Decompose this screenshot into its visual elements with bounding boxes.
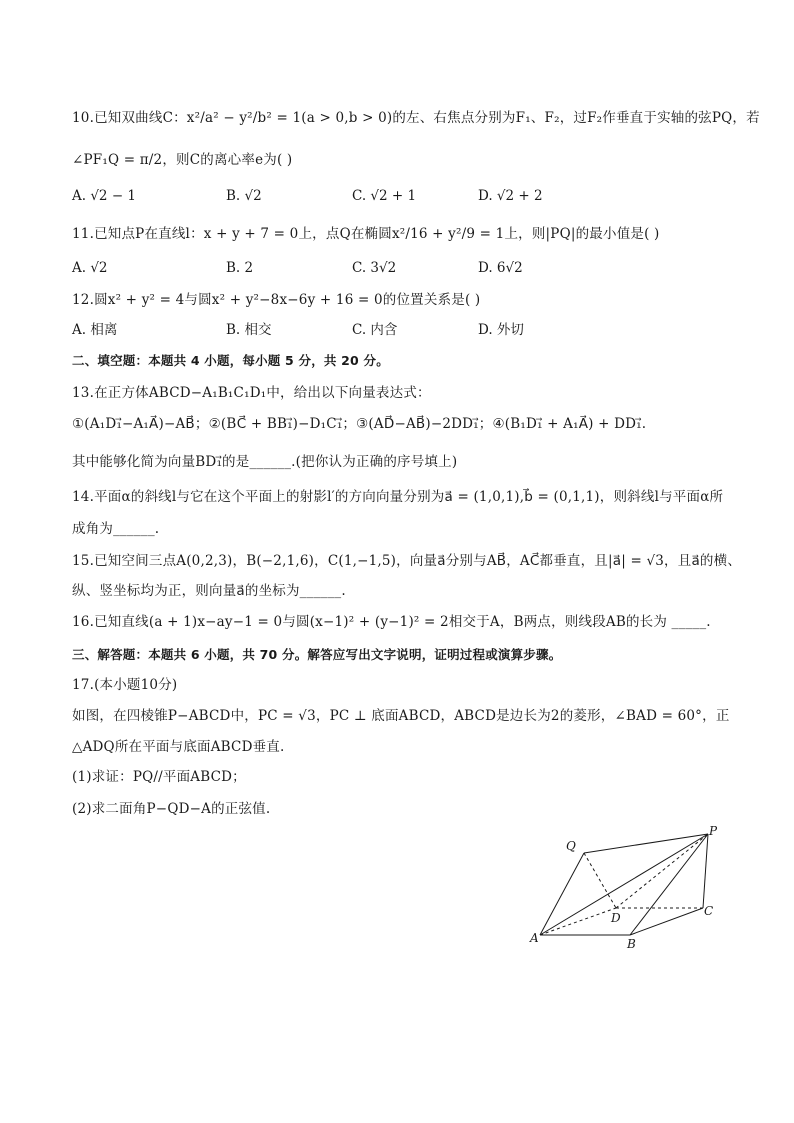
q17-part-2: (2)求二面角P−QD−A的正弦值. [72,801,271,817]
q12-option-d: D. 外切 [478,322,524,338]
edge-QP [584,834,708,853]
q12-option-c: C. 内含 [352,322,398,338]
label-D: D [611,911,621,925]
edge-QD-hidden [584,853,616,908]
q11-option-d: D. 6√2 [478,260,523,276]
q14-stem: 14.平面α的斜线l与它在这个平面上的射影l′的方向向量分别为a⃗ = (1,0,1),b⃗ = (0,1,1)，则斜线l与平面α所 [72,489,724,505]
q17-stem: 如图，在四棱锥P−ABCD中，PC = √3，PC ⊥ 底面ABCD，ABCD是边长为2的菱形，∠BAD = 60°，正 [72,708,730,724]
q15-stem-cont: 纵、竖坐标均为正，则向量a⃗的坐标为______. [72,583,346,599]
q16-stem: 16.已知直线(a + 1)x−ay−1 = 0与圆(x−1)² + (y−1)² = 2相交于A，B两点，则线段AB的长为 _____. [72,614,711,630]
q11-option-b: B. 2 [226,260,254,276]
q12-option-b: B. 相交 [226,322,272,338]
q13-stem: 13.在正方体ABCD−A₁B₁C₁D₁中，给出以下向量表达式： [72,385,431,401]
q12-stem: 12.圆x² + y² = 4与圆x² + y²−8x−6y + 16 = 0的位置关系是( ) [72,292,481,308]
q10-option-c: C. √2 + 1 [352,188,417,204]
section-solve-heading: 三、解答题：本题共 6 小题，共 70 分。解答应写出文字说明，证明过程或演算步骤。 [72,647,562,662]
q15-stem: 15.已知空间三点A(0,2,3)，B(−2,1,6)，C(1,−1,5)，向量a⃗分别与AB⃗，AC⃗都垂直，且|a⃗| = √3，且a⃗的横、 [72,553,742,569]
edge-QA [540,853,584,935]
q11-option-c: C. 3√2 [352,260,397,276]
section-fill-in-heading: 二、填空题：本题共 4 小题，每小题 5 分，共 20 分。 [72,353,389,368]
q11-stem: 11.已知点P在直线l：x + y + 7 = 0上，点Q在椭圆x²/16 + y²/9 = 1上，则|PQ|的最小值是( ) [72,226,660,242]
q13-question: 其中能够化简为向量BD₁⃗的是______.(把你认为正确的序号填上) [72,454,458,470]
label-P: P [709,824,718,838]
q11-option-a: A. √2 [72,260,108,276]
edge-CP [703,834,708,908]
q10-option-a: A. √2 − 1 [72,188,137,204]
q13-expressions: ①(A₁D₁⃗−A₁A⃗)−AB⃗；②(BC⃗ + BB₁⃗)−D₁C₁⃗；③(AD⃗−AB⃗)−2DD₁⃗；④(B₁D₁⃗ + A₁A⃗) + DD₁⃗. [72,416,647,432]
edge-BP [630,834,708,935]
pyramid-figure [528,820,728,960]
label-A: A [530,931,539,945]
label-B: B [627,937,636,951]
label-Q: Q [566,839,576,853]
q10-stem: 10.已知双曲线C：x²/a² − y²/b² = 1(a > 0,b > 0)的左、右焦点分别为F₁、F₂，过F₂作垂直于实轴的弦PQ，若 [72,110,760,126]
q10-option-d: D. √2 + 2 [478,188,543,204]
q17-part-1: (1)求证：PQ//平面ABCD； [72,769,246,785]
q10-option-b: B. √2 [226,188,262,204]
label-C: C [704,904,714,918]
q12-option-a: A. 相离 [72,322,118,338]
q10-stem-cont: ∠PF₁Q = π/2，则C的离心率e为( ) [72,152,293,168]
q17-header: 17.(本小题10分) [72,677,178,693]
edge-DP-hidden [616,834,708,908]
q14-stem-cont: 成角为______. [72,521,160,537]
q17-stem-cont: △ADQ所在平面与底面ABCD垂直. [72,739,285,755]
